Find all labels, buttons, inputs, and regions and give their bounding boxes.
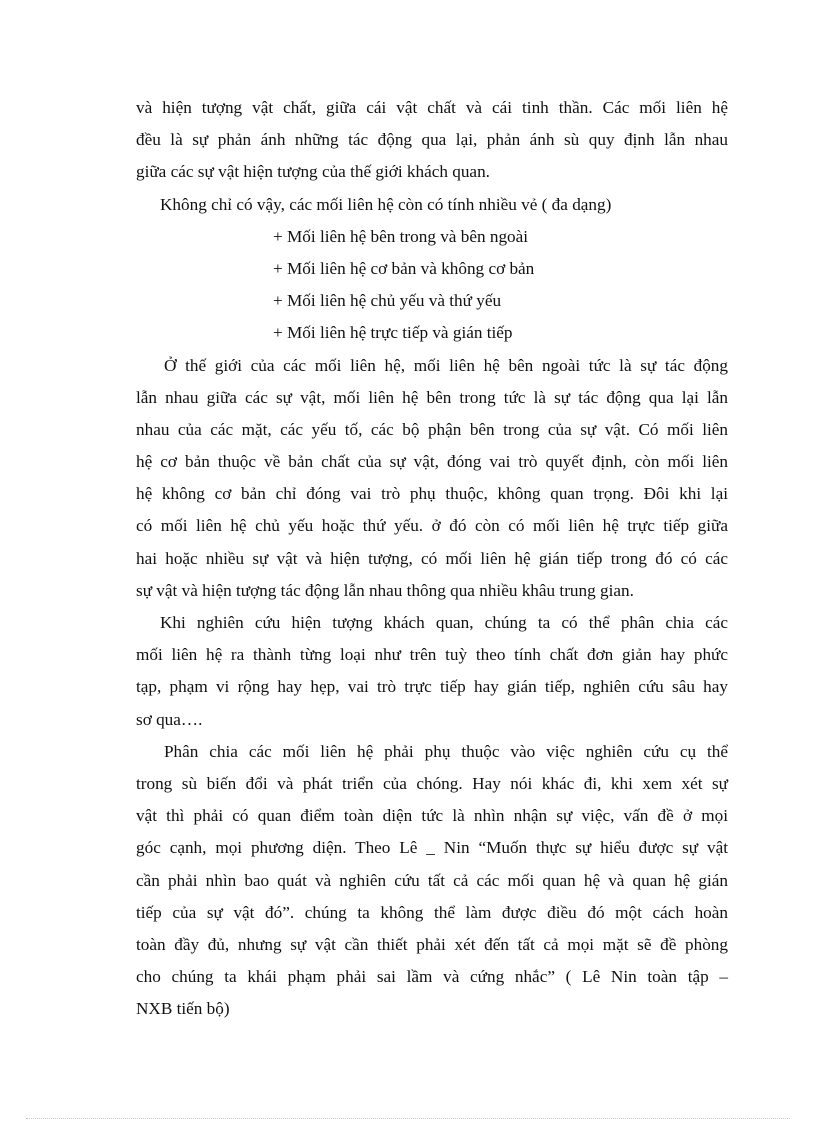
paragraph-line: Phân chia các mối liên hệ phải phụ thuộc vào việc nghiên cứu cụ thể — [164, 741, 728, 761]
paragraph-line: đều là sự phản ánh những tác động qua lại, phản ánh sù quy định lẫn nhau — [136, 130, 728, 150]
paragraph-line: trong sù biến đổi và phát triển của chóng. Hay nói khác đi, khi xem xét sự — [136, 773, 728, 793]
paragraph-line: hệ không cơ bản chỉ đóng vai trò phụ thuộc, không quan trọng. Đôi khi lại — [136, 484, 728, 504]
paragraph-line: cần phải nhìn bao quát và nghiên cứu tất cả các mối quan hệ và quan hệ gián — [136, 870, 728, 890]
paragraph-line: và hiện tượng vật chất, giữa cái vật chất và cái tinh thần. Các mối liên hệ — [136, 98, 728, 117]
paragraph-line: toàn đầy đủ, nhưng sự vật cần thiết phải xét đến tất cả mọi mặt sẽ đề phòng — [136, 934, 728, 954]
paragraph-line: hệ cơ bản thuộc về bản chất của sự vật, đóng vai trò quyết định, còn mối liên — [136, 452, 728, 472]
paragraph-line: sơ qua…. — [136, 709, 203, 729]
paragraph-line: NXB tiến bộ) — [136, 999, 230, 1019]
paragraph-line: sự vật và hiện tượng tác động lẫn nhau thông qua nhiều khâu trung gian. — [136, 580, 634, 600]
paragraph-line: có mối liên hệ chủ yếu hoặc thứ yếu. ở đó còn có mối liên hệ trực tiếp giữa — [136, 516, 728, 536]
paragraph-line: Không chỉ có vậy, các mối liên hệ còn có tính nhiều vẻ ( đa dạng) — [160, 194, 612, 214]
paragraph-line: cho chúng ta khái phạm phải sai lầm và cứng nhắc” ( Lê Nin toàn tập – — [136, 967, 728, 987]
paragraph-line: Khi nghiên cứu hiện tượng khách quan, chúng ta có thể phân chia các — [160, 613, 728, 632]
paragraph-line: góc cạnh, mọi phương diện. Theo Lê _ Nin “Muốn thực sự hiểu được sự vật — [136, 838, 728, 858]
paragraph-line: hai hoặc nhiều sự vật và hiện tượng, có mối liên hệ gián tiếp trong đó có các — [136, 548, 728, 568]
paragraph-line: lẫn nhau giữa các sự vật, mối liên hệ bên trong tức là sự tác động qua lại lẫn — [136, 387, 728, 407]
paragraph-line: tiếp của sự vật đó”. chúng ta không thể làm được điều đó một cách hoàn — [136, 902, 728, 922]
paragraph-line: mối liên hệ ra thành từng loại như trên tuỳ theo tính chất đơn giản hay phức — [136, 645, 728, 665]
bullet-item: + Mối liên hệ chủ yếu và thứ yếu — [273, 291, 502, 311]
bullet-item: + Mối liên hệ cơ bản và không cơ bản — [273, 258, 535, 278]
body-text — [136, 92, 728, 1025]
paragraph-line: vật thì phải có quan điểm toàn diện tức là nhìn nhận sự việc, vấn đề ở mọi — [136, 806, 728, 826]
paragraph-line: giữa các sự vật hiện tượng của thế giới khách quan. — [136, 162, 490, 182]
bullet-item: + Mối liên hệ trực tiếp và gián tiếp — [273, 323, 513, 343]
paragraph-line: tạp, phạm vi rộng hay hẹp, vai trò trực tiếp hay gián tiếp, nghiên cứu sâu hay — [136, 677, 728, 697]
paragraph-line: nhau của các mặt, các yếu tố, các bộ phận bên trong của sự vật. Có mối liên — [136, 419, 728, 439]
page-bottom-divider — [26, 1118, 790, 1119]
paragraph-line: Ở thế giới của các mối liên hệ, mối liên hệ bên ngoài tức là sự tác động — [164, 355, 728, 375]
bullet-item: + Mối liên hệ bên trong và bên ngoài — [273, 226, 529, 246]
